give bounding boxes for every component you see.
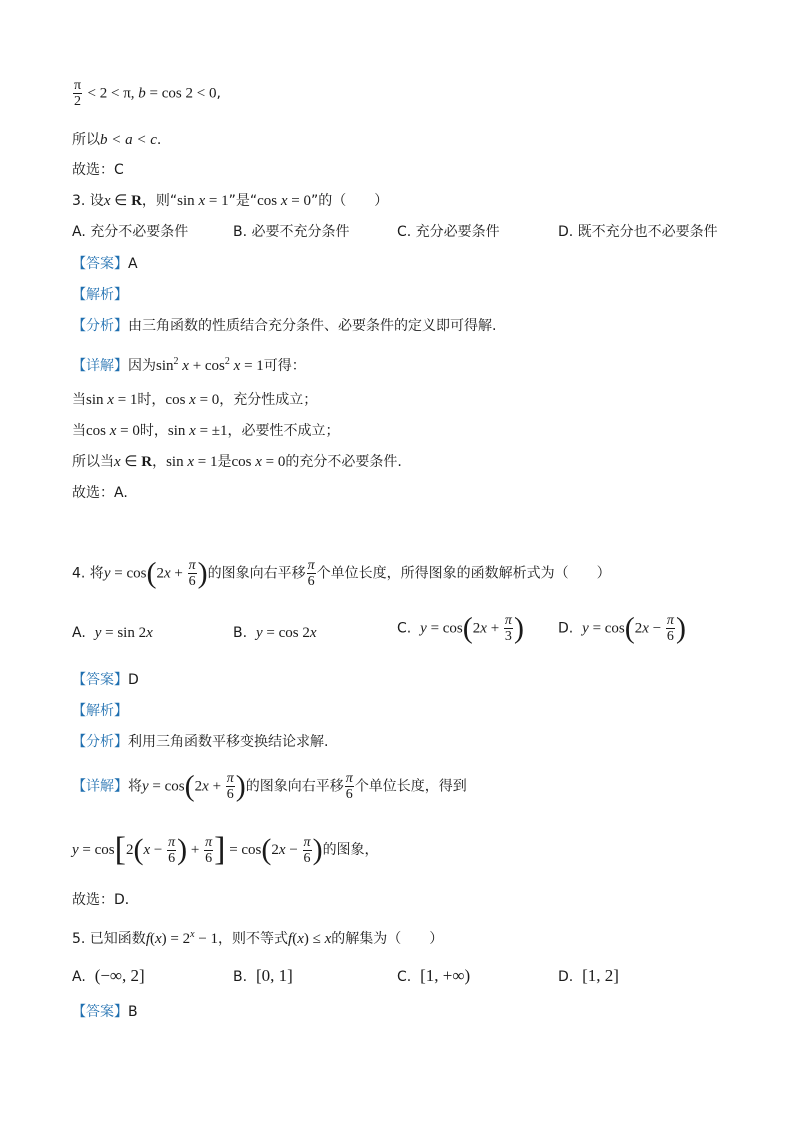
- intro-line-3: 故选：C: [72, 162, 124, 178]
- q4-choice: 故选：D．: [72, 892, 139, 908]
- q4-stem: 4. 将y = cos(2x + $\frac{\pi}{6}$ )的图象向右平移 $\frac{\pi}{6}$ 个单位长度，所得图象的函数解析式为（ ）: [72, 556, 611, 590]
- q5-option-b: B. [0, 1]: [233, 966, 293, 985]
- fraction: $\frac{\pi}{2}$: [74, 78, 82, 109]
- q4-fenxi: 【分析】利用三角函数平移变换结论求解.: [72, 734, 329, 750]
- q3-option-a: A. 充分不必要条件: [72, 224, 189, 240]
- q3-answer: 【答案】A: [72, 256, 138, 272]
- q4-option-b: B. y = cos 2x: [233, 625, 317, 641]
- q3-choice: 故选：A.: [72, 485, 128, 501]
- intro-line-2: 所以b < a < c.: [72, 132, 162, 148]
- q4-option-a: A. y = sin 2x: [72, 625, 153, 641]
- q3-step-1: 当sin x = 1时，cos x = 0，充分性成立；: [72, 392, 318, 408]
- q5-stem: 5. 已知函数$f(x) = 2^x - 1$，则不等式f(x) ≤ x的解集为（ ）: [72, 929, 444, 947]
- q3-analysis-tag: 【解析】: [72, 287, 128, 303]
- q4-analysis-tag: 【解析】: [72, 703, 128, 719]
- q3-option-c: C. 充分必要条件: [397, 224, 500, 240]
- q3-detail: 【详解】因为$\sin^2 x + \cos^2 x = 1$可得：: [72, 356, 306, 374]
- intro-line-1: $\frac{\pi}{2}$ < 2 < π, b = cos 2 < 0,: [74, 78, 221, 109]
- q5-option-a: A. (−∞, 2]: [72, 966, 145, 985]
- q3-fenxi: 【分析】由三角函数的性质结合充分条件、必要条件的定义即可得解.: [72, 318, 497, 334]
- q3-step-3: 所以当x ∈ R，sin x = 1是cos x = 0的充分不必要条件.: [72, 454, 402, 470]
- q4-option-d: D. y = cos(2x − $\frac{\pi}{6}$ ): [558, 611, 686, 645]
- q5-option-d: D. [1, 2]: [558, 966, 619, 985]
- q3-stem: 3. 设x ∈ R，则“sin x = 1”是“cos x = 0”的（ ）: [72, 193, 389, 209]
- q4-result: y = cos[2(x − $\frac{\pi}{6}$ ) + $\frac{\pi}{6}$ ] = cos(2x − $\frac{\pi}{6}$ )的图象，: [72, 831, 379, 868]
- q4-option-c: C. y = cos(2x + $\frac{\pi}{3}$ ): [397, 611, 524, 645]
- q3-option-b: B. 必要不充分条件: [233, 224, 350, 240]
- q5-option-c: C. [1, +∞): [397, 966, 471, 985]
- q3-option-d: D. 既不充分也不必要条件: [558, 224, 718, 240]
- q5-answer: 【答案】B: [72, 1004, 138, 1020]
- q4-answer: 【答案】D: [72, 672, 139, 688]
- q3-step-2: 当cos x = 0时，sin x = ±1，必要性不成立；: [72, 423, 340, 439]
- q4-detail: 【详解】将y = cos(2x + $\frac{\pi}{6}$ )的图象向右平移 $\frac{\pi}{6}$ 个单位长度，得到: [72, 769, 467, 803]
